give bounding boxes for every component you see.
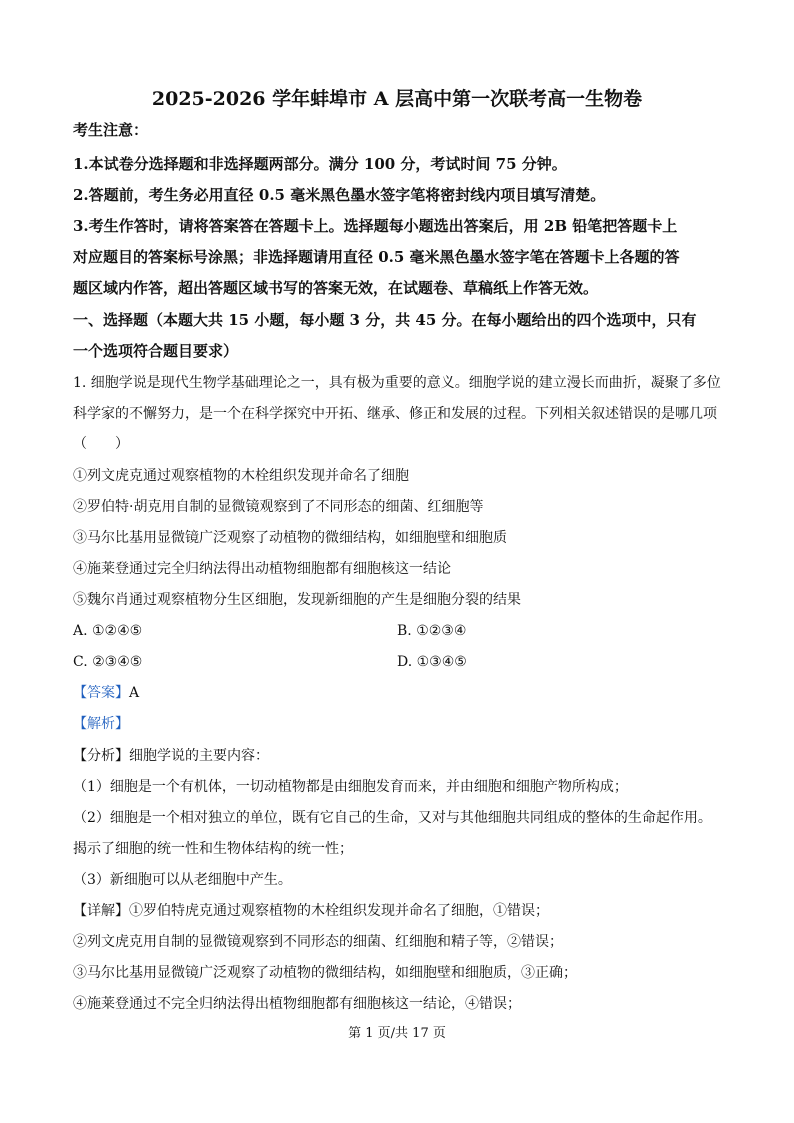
answer-line [73, 684, 139, 702]
detail-text: ①罗伯特虎克通过观察植物的木栓组织发现并命名了细胞，①错误； [129, 903, 549, 919]
notice-heading: 考生注意： [73, 121, 149, 139]
answer-tag: 【答案】 [73, 685, 129, 701]
notice-item: 2.答题前，考生务必用直径 0.5 毫米黑色墨水签字笔将密封线内项目填写清楚。 [73, 186, 606, 204]
analysis-intro [73, 747, 269, 765]
notice-item: 3.考生作答时，请将答案答在答题卡上。选择题每小题选出答案后，用 2B 铅笔把答题卡上 [73, 217, 678, 235]
statement: ③马尔比基用显微镜广泛观察了动植物的微细结构，如细胞壁和细胞质 [73, 530, 507, 546]
statement: ④施莱登通过完全归纳法得出动植物细胞都有细胞核这一结论 [73, 561, 451, 577]
option-d: D. ①③④⑤ [397, 654, 467, 670]
detail-line: ④施莱登通过不完全归纳法得出植物细胞都有细胞核这一结论，④错误； [73, 996, 521, 1012]
question-blank: （ ） [73, 436, 129, 452]
detail-tag: 【详解】 [73, 903, 129, 919]
analysis-point: （2）细胞是一个相对独立的单位，既有它自己的生命，又对与其他细胞共同组成的整体的生命起作用。 [73, 810, 712, 826]
notice-item: 题区域内作答，超出答题区域书写的答案无效，在试题卷、草稿纸上作答无效。 [73, 279, 599, 297]
analysis-point: （3）新细胞可以从老细胞中产生。 [73, 872, 292, 888]
detail-line: ③马尔比基用显微镜广泛观察了动植物的微细结构，如细胞壁和细胞质，③正确； [73, 965, 577, 981]
notice-item: 对应题目的答案标号涂黑；非选择题请用直径 0.5 毫米黑色墨水签字笔在答题卡上各题的答 [73, 248, 680, 266]
page-title: 2025-2026 学年蚌埠市 A 层高中第一次联考高一生物卷 [151, 88, 643, 110]
section-heading-cont: 一个选项符合题目要求） [73, 342, 239, 360]
statement: ①列文虎克通过观察植物的木栓组织发现并命名了细胞 [73, 468, 409, 484]
option-c: C. ②③④⑤ [73, 654, 143, 670]
section-heading: 一、选择题（本题大共 15 小题，每小题 3 分，共 45 分。在每小题给出的四个选项中，只有 [73, 311, 697, 329]
analysis-intro-text: 细胞学说的主要内容： [129, 748, 269, 764]
option-a: A. ①②④⑤ [73, 623, 143, 639]
statement: ⑤魏尔肖通过观察植物分生区细胞，发现新细胞的产生是细胞分裂的结果 [73, 592, 521, 608]
detail-line [73, 902, 549, 920]
option-b: B. ①②③④ [397, 623, 467, 639]
detail-line: ②列文虎克用自制的显微镜观察到不同形态的细菌、红细胞和精子等，②错误； [73, 934, 563, 950]
question-stem: 科学家的不懈努力，是一个在科学探究中开拓、继承、修正和发展的过程。下列相关叙述错误的是哪几项 [73, 406, 717, 422]
question-stem: 1. 细胞学说是现代生物学基础理论之一，具有极为重要的意义。细胞学说的建立漫长而曲折，凝聚了多位 [73, 375, 721, 391]
analysis-tag: 【解析】 [73, 716, 129, 732]
analysis-point: （1）细胞是一个有机体，一切动植物都是由细胞发育而来，并由细胞和细胞产物所构成； [73, 779, 628, 795]
answer-value: A [129, 685, 140, 701]
analysis-intro-tag: 【分析】 [73, 748, 129, 764]
page-number-footer: 第 1 页/共 17 页 [348, 1026, 446, 1041]
analysis-point: 揭示了细胞的统一性和生物体结构的统一性； [73, 841, 353, 857]
notice-item: 1.本试卷分选择题和非选择题两部分。满分 100 分，考试时间 75 分钟。 [73, 155, 567, 173]
statement: ②罗伯特·胡克用自制的显微镜观察到了不同形态的细菌、红细胞等 [73, 499, 484, 515]
